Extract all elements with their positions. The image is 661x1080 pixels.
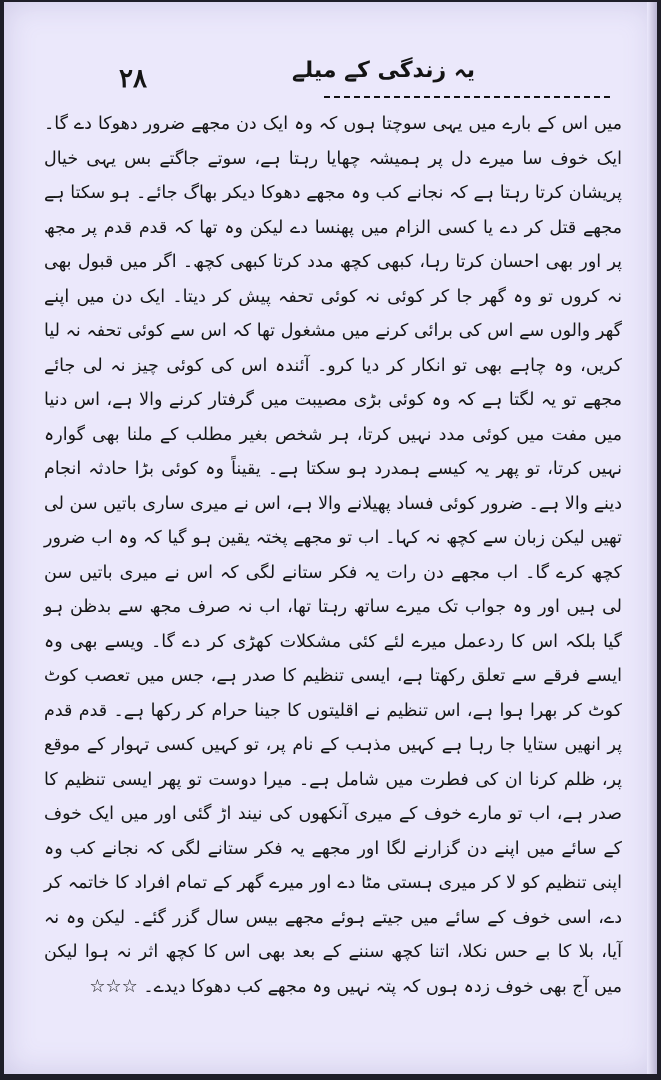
body-paragraph-text: میں اس کے بارے میں یہی سوچتا ہوں کہ وہ ایک دن مجھے ضرور دھوکا دے گا۔ ایک خوف سا میرے دل پر ہمیشہ چھایا رہتا ہے، سوتے جاگتے بس یہی خیال پریشان کرتا رہتا ہے کہ نجانے کب وہ مجھے دھوکا دیکر بھاگ جائے۔ ہو سکتا ہے مجھے قتل کر دے یا کسی الزام میں پھنسا دے لیکن وہ تھا کہ قدم قدم پر مجھ پر اور بھی احسان کرتا رہا، کبھی کچھ مدد کرتا کبھی کچھ۔ اگر میں قبول بھی نہ کروں تو وہ گھر جا کر کوئی نہ کوئی تحفہ پیش کر دیتا۔ ایک دن میں اپنے گھر والوں سے اس کی برائی کرنے میں مشغول تھا کہ اس سے کوئی تحفہ نہ لیا کریں، وہ چاہے بھی تو انکار کر دیا کرو۔ آئندہ اس کی کوئی چیز نہ لی جائے مجھے تو یہ لگتا ہے کہ وہ کوئی بڑی مصیبت میں گرفتار کرنے والا ہے، اس دنیا میں مفت میں کوئی مدد نہیں کرتا، ہر شخص بغیر مطلب کے ملنا بھی گوارہ نہیں کرتا، تو پھر یہ کیسے ہمدرد ہو سکتا ہے۔ یقیناً وہ کوئی بڑا حادثہ انجام دینے والا ہے۔ ضرور کوئی فساد پھیلانے والا ہے، اس نے میری ساری باتیں سن لی تھیں لیکن زبان سے کچھ نہ کہا۔ اب تو مجھے پختہ یقین ہو گیا کہ وہ اب ضرور کچھ کرے گا۔ اب مجھے دن رات یہ فکر ستانے لگی کہ اس نے میری باتیں سن لی ہیں اور وہ جواب تک میرے ساتھ رہتا تھا، اب نہ صرف مجھ سے بدظن ہو گیا بلکہ اس کا ردعمل میرے لئے کئی مشکلات کھڑی کر دے گا۔ ویسے بھی وہ ایسے فرقے سے تعلق رکھتا ہے، ایسی تنظیم کا صدر ہے، جس میں تعصب کوٹ کوٹ کر بھرا ہوا ہے، اس تنظیم نے اقلیتوں کا جینا حرام کر رکھا ہے۔ قدم قدم پر انھیں ستایا جا رہا ہے کہیں مذہب کے نام پر، تو کہیں کسی تہوار کے موقع پر، ظلم کرنا ان کی فطرت میں شامل ہے۔ میرا دوست تو پھر ایسی تنظیم کا صدر ہے، اب تو مارے خوف کے میری آنکھوں کی نیند اڑ گئی اور میں ایک خوف کے سائے میں اپنے دن گزارنے لگا اور مجھے یہ فکر ستانے لگی کہ نجانے کب وہ اپنی تنظیم کو لا کر میری ہستی مٹا دے اور میرے گھر کے تمام افراد کا خاتمہ کر دے، اسی خوف کے سائے میں جیتے ہوئے مجھے بیس سال گزر گئے۔ لیکن وہ نہ آیا، بلا کا بے حس نکلا، اتنا کچھ سننے کے بعد بھی اس کا کچھ اثر نہ ہوا لیکن میں آج بھی خوف زدہ ہوں کہ پتہ نہیں وہ مجھے کب دھوکا دیدے۔ — [44, 114, 622, 997]
page-edge-shadow — [647, 2, 657, 1074]
running-title: یہ زندگی کے میلے — [292, 58, 475, 83]
page-header — [4, 54, 655, 104]
page-number: ۲۸ — [119, 64, 147, 94]
book-page — [4, 2, 655, 1074]
header-dashed-rule — [324, 96, 610, 98]
body-text — [44, 107, 622, 1004]
body-paragraph — [44, 107, 622, 1004]
end-mark-stars: ☆☆☆ — [89, 975, 138, 997]
